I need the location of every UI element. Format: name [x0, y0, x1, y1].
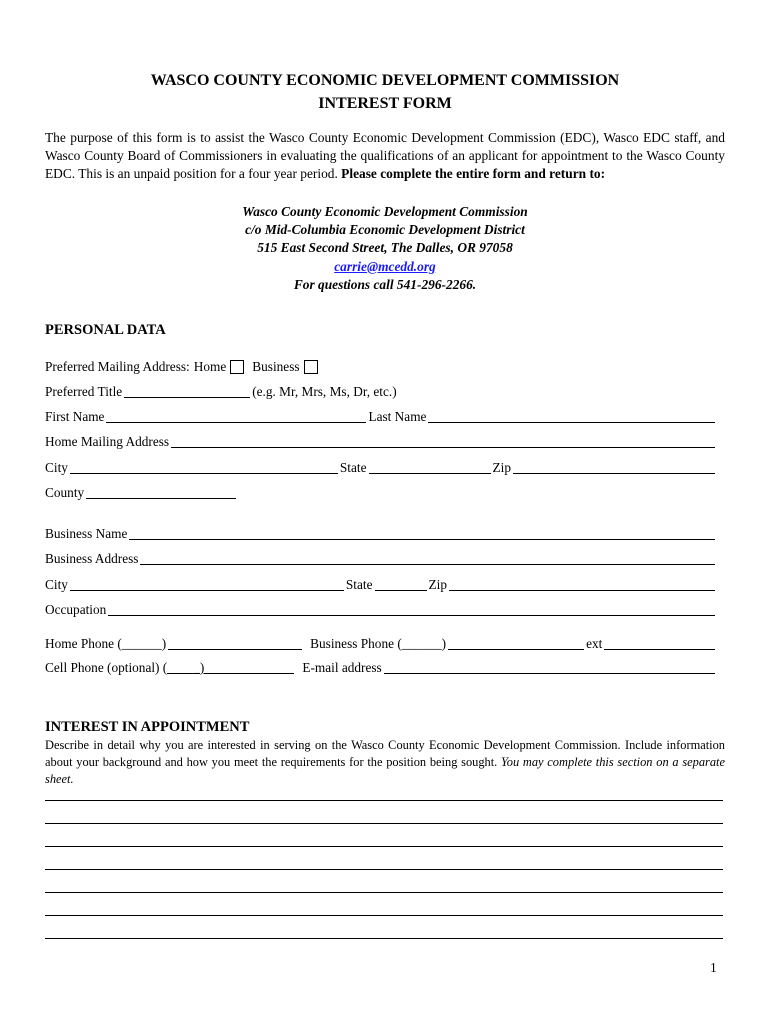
- cell-area-code-close: ): [199, 660, 205, 675]
- interest-description: [45, 737, 725, 788]
- home-state-label: State: [339, 460, 367, 475]
- home-phone-field[interactable]: [168, 636, 302, 650]
- last-name-label: Last Name: [368, 409, 427, 424]
- cell-email-row: [45, 658, 717, 676]
- business-phone-label: Business Phone (______): [310, 636, 447, 651]
- title-field[interactable]: [124, 384, 250, 398]
- intro-text: The purpose of this form is to assist the Wasco County Economic Development Commission (EDC), Wasco EDC staff, and Wasco County Board of Commissioners in evaluating the qualifications of an applicant for appointment to the Wasco County EDC. This is an unpaid position for a four year period.: [45, 130, 725, 182]
- answer-line[interactable]: [45, 869, 723, 870]
- mailing-label: Preferred Mailing Address:: [45, 359, 190, 374]
- home-zip-field[interactable]: [513, 460, 715, 474]
- home-checkbox[interactable]: [230, 360, 244, 374]
- business-state-label: State: [345, 577, 373, 592]
- home-zip-label: Zip: [492, 460, 511, 475]
- email-label: E-mail address: [302, 660, 382, 675]
- home-city-field[interactable]: [70, 460, 338, 474]
- home-phone-label: Home Phone (______): [45, 636, 167, 651]
- ext-field[interactable]: [604, 636, 715, 650]
- answer-line[interactable]: [45, 846, 723, 847]
- intro-instruction: Please complete the entire form and return to:: [341, 166, 606, 182]
- interest-note: You may complete this section on a separate sheet.: [45, 755, 725, 786]
- business-address-field[interactable]: [140, 551, 715, 565]
- title-row: [45, 382, 717, 400]
- business-option-label: Business: [252, 359, 300, 374]
- cell-area-code-field[interactable]: [167, 660, 193, 674]
- home-address-label: Home Mailing Address: [45, 434, 170, 449]
- business-name-field[interactable]: [129, 526, 715, 540]
- county-field[interactable]: [86, 485, 236, 499]
- business-name-row: [45, 524, 717, 542]
- interest-description-text: Describe in detail why you are interested in serving on the Wasco County Economic Development Commission. Include information about your background and how you meet the requirements for the position being sought.: [45, 738, 725, 769]
- first-name-label: First Name: [45, 409, 105, 424]
- home-address-field[interactable]: [171, 434, 715, 448]
- cell-area-code-mark: _: [193, 660, 200, 675]
- occupation-label: Occupation: [45, 602, 107, 617]
- title-hint: (e.g. Mr, Mrs, Ms, Dr, etc.): [252, 384, 397, 399]
- title-label: Preferred Title: [45, 384, 123, 399]
- mailing-preference-row: [45, 357, 717, 375]
- answer-line[interactable]: [45, 938, 723, 939]
- business-city-label: City: [45, 577, 68, 592]
- business-zip-label: Zip: [428, 577, 447, 592]
- interest-heading: INTEREST IN APPOINTMENT: [45, 719, 250, 735]
- personal-data-heading: PERSONAL DATA: [45, 322, 166, 338]
- county-row: [45, 483, 717, 501]
- email-field[interactable]: [384, 660, 715, 674]
- business-checkbox[interactable]: [304, 360, 318, 374]
- home-option-label: Home: [193, 359, 227, 374]
- org-name: Wasco County Economic Development Commission: [242, 204, 528, 219]
- ext-label: ext: [586, 636, 603, 651]
- business-name-label: Business Name: [45, 526, 128, 541]
- cell-phone-label: Cell Phone (optional) (: [45, 660, 168, 675]
- street-address: 515 East Second Street, The Dalles, OR 97058: [257, 240, 513, 256]
- intro-paragraph: [45, 129, 725, 184]
- form-title-line1: WASCO COUNTY ECONOMIC DEVELOPMENT COMMISSION: [150, 72, 620, 89]
- email-link[interactable]: carrie@mcedd.org: [334, 258, 436, 274]
- home-city-row: [45, 458, 717, 476]
- business-zip-field[interactable]: [449, 577, 715, 591]
- business-phone-field[interactable]: [448, 636, 584, 650]
- care-of: c/o Mid-Columbia Economic Development District: [245, 222, 525, 238]
- business-address-row: [45, 549, 717, 567]
- phone-note: For questions call 541-296-2266.: [293, 276, 477, 292]
- last-name-field[interactable]: [428, 409, 715, 423]
- answer-line[interactable]: [45, 823, 723, 824]
- occupation-row: [45, 600, 717, 618]
- name-row: [45, 407, 717, 425]
- business-city-row: [45, 575, 717, 593]
- answer-line[interactable]: [45, 892, 723, 893]
- return-address: [0, 203, 770, 294]
- answer-line[interactable]: [45, 800, 723, 801]
- answer-line[interactable]: [45, 915, 723, 916]
- home-city-label: City: [45, 460, 68, 475]
- business-state-field[interactable]: [375, 577, 427, 591]
- form-title-line2: INTEREST FORM: [318, 95, 452, 112]
- business-address-label: Business Address: [45, 551, 139, 566]
- home-state-field[interactable]: [369, 460, 491, 474]
- phone-row: [45, 634, 717, 652]
- business-city-field[interactable]: [70, 577, 344, 591]
- occupation-field[interactable]: [108, 602, 715, 616]
- first-name-field[interactable]: [106, 409, 366, 423]
- cell-phone-field[interactable]: [204, 660, 294, 674]
- county-label: County: [45, 485, 85, 500]
- page-number: 1: [710, 960, 717, 975]
- home-address-row: [45, 432, 717, 450]
